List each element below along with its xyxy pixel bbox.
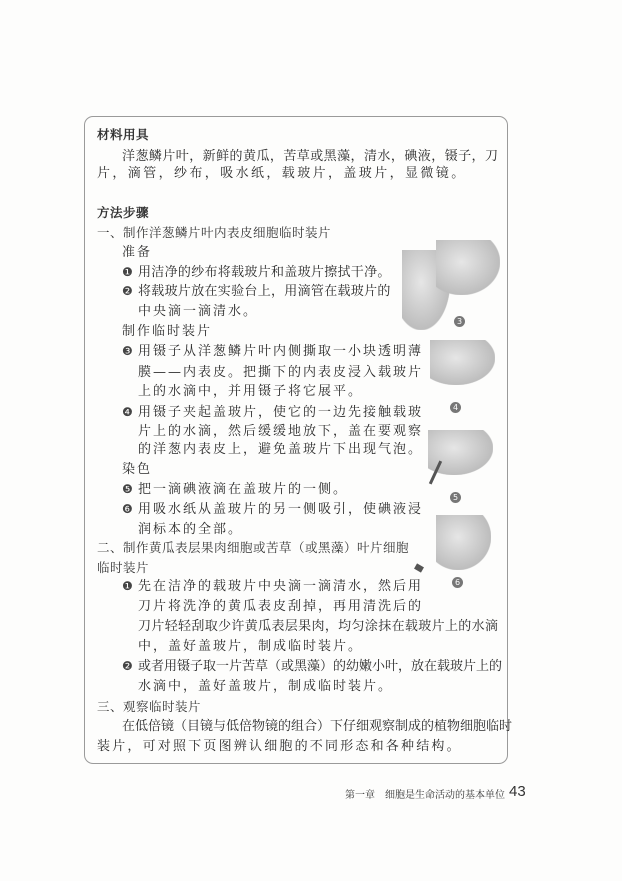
step-text: 先在洁净的载玻片中央滴一滴清水，然后用	[138, 579, 424, 594]
step-text: 膜——内表皮。把撕下的内表皮浸入载玻片	[138, 365, 424, 380]
chapter-footer: 第一章 细胞是生命活动的基本单位	[345, 790, 505, 801]
step-marker: ❺	[122, 482, 133, 496]
step-text: 片上的水滴，然后缓缓地放下，盖在要观察	[138, 424, 424, 439]
step-marker: ❹	[122, 405, 133, 419]
step-text: 把一滴碘液滴在盖玻片的一侧。	[138, 482, 349, 497]
step-text: 将载玻片放在实验台上，用滴管在载玻片的	[138, 284, 391, 299]
step-text: 刀片将洗净的黄瓜表皮刮掉，再用清洗后的	[138, 599, 424, 614]
part2-title: 二、制作黄瓜表层果肉细胞或苦草（或黑藻）叶片细胞	[97, 540, 410, 555]
materials-heading: 材料用具	[97, 127, 150, 142]
step-text: 用洁净的纱布将载玻片和盖玻片擦拭干净。	[138, 265, 391, 280]
step-marker: ❻	[122, 502, 133, 516]
figure-label: 3	[454, 316, 465, 327]
step-text: 水滴中，盖好盖玻片，制成临时装片。	[138, 679, 394, 694]
subheading-make: 制作临时装片	[122, 324, 213, 339]
part2-title: 临时装片	[97, 560, 150, 575]
illustration-iodine-dropper	[410, 430, 500, 505]
step-text: 的洋葱内表皮上，避免盖玻片下出现气泡。	[138, 442, 424, 457]
part3-title: 三、观察临时装片	[97, 699, 202, 714]
materials-text: 洋葱鳞片叶，新鲜的黄瓜，苦草或黑藻，清水，碘液，镊子，刀	[122, 149, 498, 164]
step-text: 或者用镊子取一片苦草（或黑藻）的幼嫩小叶，放在载玻片上的	[138, 659, 503, 674]
figure-label: 4	[450, 402, 461, 413]
step-text: 中央滴一滴清水。	[138, 304, 259, 319]
step-marker: ❷	[122, 284, 133, 298]
subheading-prep: 准备	[122, 245, 153, 260]
part1-title: 一、制作洋葱鳞片叶内表皮细胞临时装片	[97, 225, 332, 240]
step-marker: ❶	[122, 579, 133, 593]
figure-label: 6	[452, 577, 463, 588]
subheading-stain: 染色	[122, 462, 153, 477]
step-marker: ❸	[122, 344, 133, 358]
step-text: 上的水滴中，并用镊子将它展平。	[138, 384, 364, 399]
part3-text: 在低倍镜（目镜与低倍物镜的组合）下仔细观察制成的植物细胞临时	[122, 719, 513, 734]
step-text: 刀片轻轻刮取少许黄瓜表层果肉，均匀涂抹在载玻片上的水滴	[138, 619, 498, 634]
figure-label: 5	[450, 492, 461, 503]
step-text: 用镊子夹起盖玻片，使它的一边先接触载玻	[138, 405, 424, 420]
step-text: 用镊子从洋葱鳞片叶内侧撕取一小块透明薄	[138, 344, 424, 359]
illustration-blotting-paper	[410, 515, 500, 590]
illustration-cleaning-slide	[398, 230, 502, 330]
step-text: 用吸水纸从盖玻片的另一侧吸引，使碘液浸	[138, 502, 424, 517]
step-text: 中，盖好盖玻片，制成临时装片。	[138, 639, 364, 654]
step-text: 润标本的全部。	[138, 522, 244, 537]
page-number: 43	[509, 783, 526, 800]
step-marker: ❷	[122, 659, 133, 673]
methods-heading: 方法步骤	[97, 205, 150, 220]
step-marker: ❶	[122, 265, 133, 279]
materials-text: 片，滴管，纱布，吸水纸，载玻片，盖玻片，显微镜。	[97, 166, 467, 181]
part3-text: 装片，可对照下页图辨认细胞的不同形态和各种结构。	[97, 739, 462, 754]
